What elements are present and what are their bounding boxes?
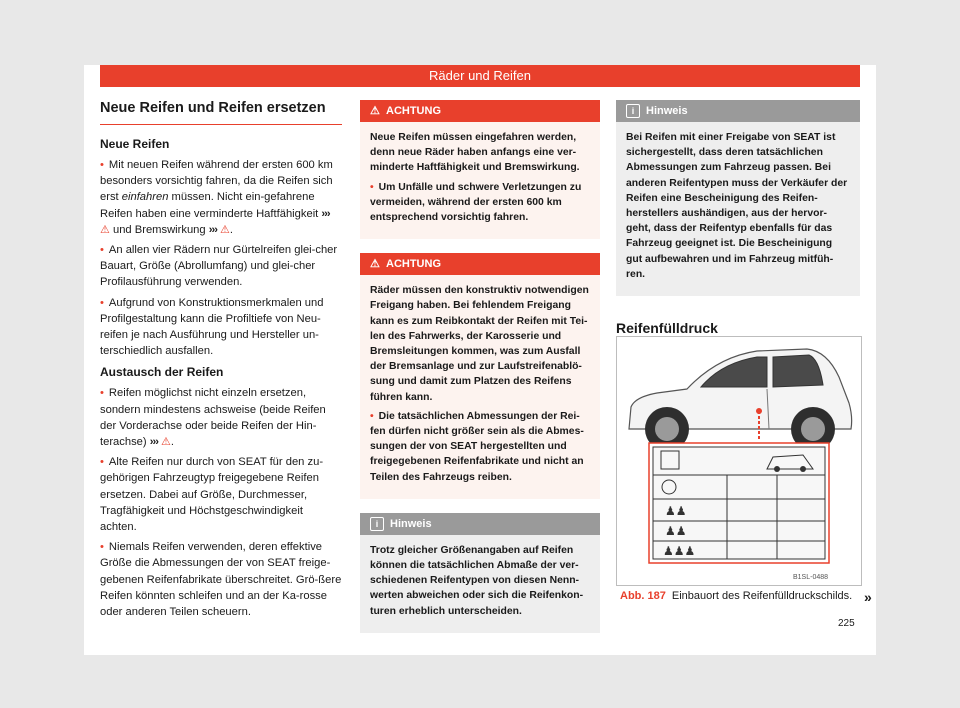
page-number: 225 [838, 618, 855, 629]
chapter-header: Räder und Reifen [100, 65, 860, 87]
paragraph-approved-tyres: • Alte Reifen nur durch von SEAT für den zu-gehörigen Fahrzeugtyp freigegebene Reifen ersetzen. Dabei auf Größe, Durchmesser, Tragfähigkeit und Höchstgeschwindigkeit achten. [100, 454, 342, 535]
warning-icon: ⚠ [100, 223, 110, 236]
section-title: Neue Reifen und Reifen ersetzen [100, 100, 342, 125]
svg-text:♟♟: ♟♟ [665, 524, 687, 538]
warning-box-run-in: ⚠ ACHTUNG Neue Reifen müssen eingefahren werden, denn neue Räder haben anfangs eine ver-minderte Haftfähigkeit und Bremswirkung. • Um Unfälle und schwere Verletzungen zu vermeiden, während der ersten 600 km entsprechend vorsichtig fahren. [360, 100, 600, 239]
car-illustration [617, 337, 861, 585]
info-icon: i [626, 104, 640, 118]
paragraph-oversize: • Niemals Reifen verwenden, deren effektive Größe die Abmessungen der von SEAT freige-gebenen Reifenfabrikate überschreitet. Grö-ßere Reifen könnten schleifen und an der Ka-rosse oder anderen Teilen scheuern. [100, 539, 342, 620]
figure-code: B1SL-0488 [793, 574, 829, 581]
warning-text: Neue Reifen müssen eingefahren werden, denn neue Räder haben anfangs eine ver-minderte Haftfähigkeit und Bremswirkung. [370, 132, 580, 174]
warning-text: Räder müssen den konstruktiv notwendigen Freigang haben. Bei fehlendem Freigang kann es zum Reibkontakt der Reifen mit Tei-len des Fahrwerks, der Karosserie und Bremsleitungen kommen, was zum Ausfall der Bremsanlage und zur Laufstreifenablö-sung und damit zum Platzen des Reifens führen kann. [370, 285, 589, 403]
svg-text:♟♟♟: ♟♟♟ [663, 544, 696, 558]
subheading-new-tyres: Neue Reifen [100, 137, 170, 151]
warning-bullet: • Um Unfälle und schwere Verletzungen zu vermeiden, während der ersten 600 km entsprechend vorsichtig fahren. [370, 180, 590, 226]
warning-box-clearance: ⚠ ACHTUNG Räder müssen den konstruktiv notwendigen Freigang haben. Bei fehlendem Freigang kann es zum Reibkontakt der Reifen mit Tei-len des Fahrwerks, der Karosserie und Bremsleitungen kommen, was zum Ausfall der Bremsanlage und zur Laufstreifenablö-sung und damit zum Platzen des Reifens führen kann. • Die tatsächlichen Abmessungen der Rei-fen dürfen nicht größer sein als die Abmes-sungen der von SEAT hergestellten und freigegebenen Reifenfabrikate und nicht an Teilen des Fahrzeugs reiben. [360, 253, 600, 499]
figure-caption: Abb. 187 Einbauort des Reifenfülldruckschilds. [620, 590, 853, 602]
left-column [100, 100, 342, 624]
info-icon: i [370, 517, 384, 531]
note-box-size: i Hinweis Trotz gleicher Größenangaben auf Reifen können die tatsächlichen Abmaße der ver-schiedenen Reifentypen von diesen Nenn-werten abweichen oder sich die Reifenkon-turen erheblich unterscheiden. [360, 513, 600, 633]
continue-marker: » [864, 589, 872, 605]
warning-icon: ⚠ [220, 223, 230, 236]
middle-column [360, 100, 600, 647]
subheading-replacement: Austausch der Reifen [100, 365, 224, 380]
paragraph-new-tyres: • Mit neuen Reifen während der ersten 600 km besonders vorsichtig fahren, da die Reifen sich erst einfahren müssen. Nicht ein-gefahrene Reifen haben eine verminderte Haftfähigkeit ››› ⚠ und Bremswirkung ››› ⚠. [100, 157, 342, 238]
paragraph-tread-depth: • Aufgrund von Konstruktionsmerkmalen und Profilgestaltung kann die Profiltiefe von Neu-reifen je nach Ausführung und Hersteller un-terschiedlich ausfallen. [100, 295, 342, 360]
warning-icon: ⚠ [370, 258, 380, 271]
svg-text:♟♟: ♟♟ [665, 504, 687, 518]
note-box-approval: i Hinweis Bei Reifen mit einer Freigabe von SEAT ist sichergestellt, dass deren tatsächlichen Abmessungen zum Fahrzeug passen. Bei anderen Reifentypen muss der Verkäufer der Reifen eine Bescheinigung des Reifen-herstellers aushändigen, aus der hervor-geht, dass der Reifentyp ebenfalls für das Fahrzeug geeignet ist. Die Bescheinigung gut aufbewahren und im Fahrzeug mitfüh-ren. [616, 100, 860, 296]
right-column [616, 100, 860, 357]
warning-icon: ⚠ [370, 105, 380, 117]
note-text: Bei Reifen mit einer Freigabe von SEAT ist sichergestellt, dass deren tatsächlichen Abmessungen zum Fahrzeug passen. Bei anderen Reifentypen muss der Verkäufer der Reifen eine Bescheinigung des Reifen-herstellers aushändigen, aus der hervor-geht, dass der Reifentyp ebenfalls für das Fahrzeug geeignet ist. Die Bescheinigung gut aufbewahren und im Fahrzeug mitfüh-ren. [626, 132, 848, 280]
warning-icon: ⚠ [161, 436, 171, 449]
section-title-pressure: Reifenfülldruck [616, 320, 860, 345]
paragraph-axle-replace: • Reifen möglichst nicht einzeln ersetzen, sondern mindestens achsweise (beide Reifen der Vorderachse oder beide Reifen der Hin-terachse) ››› ⚠. [100, 385, 342, 450]
figure-tyre-pressure-label [616, 336, 862, 586]
note-text: Trotz gleicher Größenangaben auf Reifen können die tatsächlichen Abmaße der ver-schiedenen Reifentypen von diesen Nenn-werten abweichen oder sich die Reifenkon-turen erheblich unterscheiden. [370, 544, 584, 617]
warning-bullet: • Die tatsächlichen Abmessungen der Rei-fen dürfen nicht größer sein als die Abmes-sungen der von SEAT hergestellten und freigegebenen Reifenfabrikate und nicht an Teilen des Fahrzeugs reiben. [370, 409, 590, 485]
paragraph-radial-tyres: • An allen vier Rädern nur Gürtelreifen glei-cher Bauart, Größe (Abrollumfang) und glei-cher Profilausführung verwenden. [100, 242, 342, 291]
